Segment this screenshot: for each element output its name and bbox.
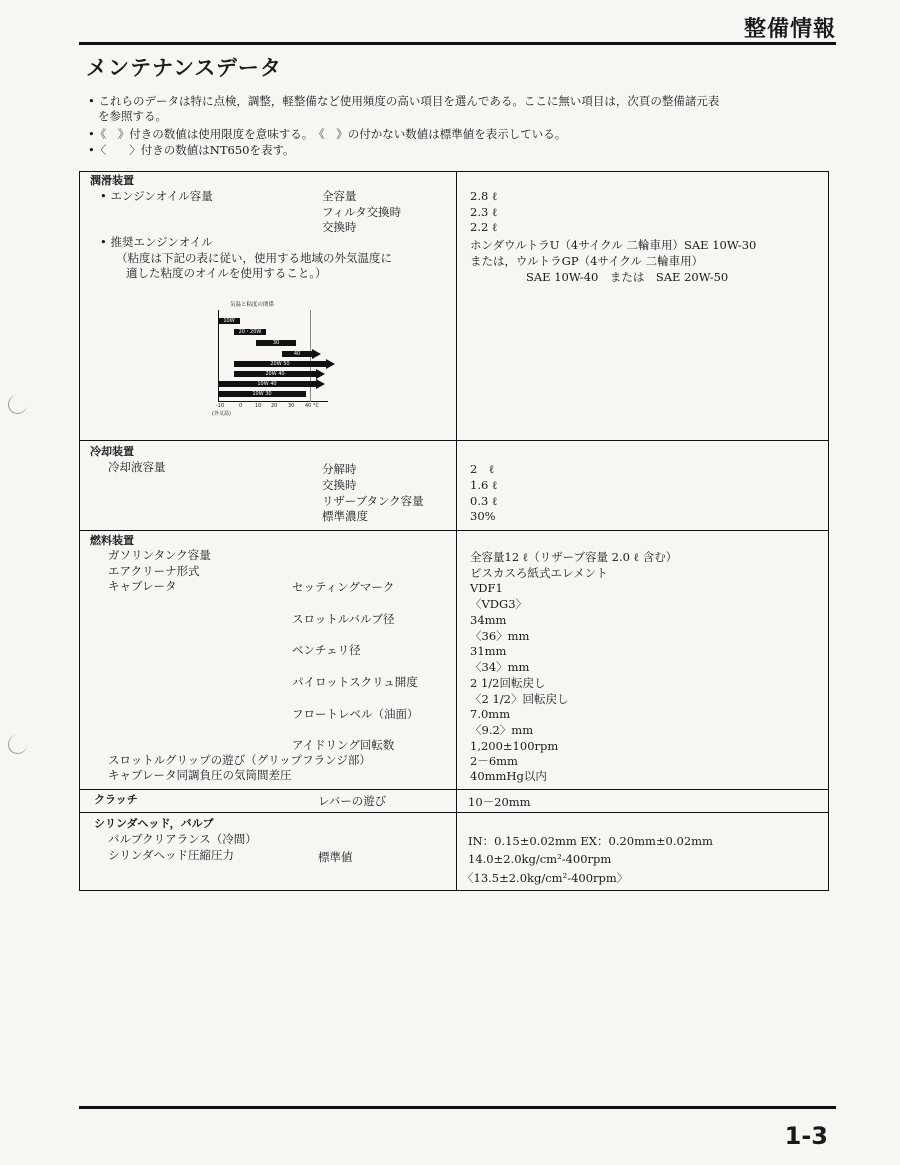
fuel-title: 燃料装置	[90, 534, 134, 547]
float-level-label: フロートレベル（油面）	[292, 707, 419, 721]
viscosity-bar: 10W 30	[218, 391, 306, 397]
venturi-value: 31mm	[470, 644, 507, 658]
coolant-reserve-value: 0.3 ℓ	[470, 494, 498, 508]
throttle-bore-value: 34mm	[470, 613, 507, 627]
chart-tick: 20	[271, 403, 278, 409]
oil-spec-1: ホンダウルトラU（4サイクル 二輪車用）SAE 10W-30	[470, 238, 757, 252]
chart-tick: -10	[216, 403, 225, 409]
oil-change-label: 交換時	[322, 220, 357, 234]
fuel-tank-label: ガソリンタンク容量	[108, 548, 211, 562]
setting-mark-nt-value: 〈VDG3〉	[470, 597, 528, 611]
oil-spec-2: または，ウルトラGP（4サイクル 二輪車用）	[470, 254, 704, 268]
row-divider	[79, 789, 829, 790]
venturi-label: ベンチェリ径	[292, 643, 361, 657]
valve-clearance-label: バルブクリアランス（冷間）	[108, 832, 257, 846]
float-level-value: 7.0mm	[470, 707, 511, 721]
arrow-icon	[316, 369, 325, 379]
column-divider	[456, 171, 457, 891]
recommended-oil-label: • 推奨エンジンオイル	[100, 235, 213, 249]
compression-value: 14.0±2.0kg/cm²-400rpm	[468, 852, 612, 866]
fuel-tank-value: 全容量12 ℓ（リザーブ容量 2.0 ℓ 含む）	[470, 550, 678, 564]
coolant-concentration-value: 30%	[470, 509, 496, 523]
pilot-screw-value: 2 1/2回転戻し	[470, 676, 546, 690]
throttle-bore-label: スロットルバルブ径	[292, 612, 395, 626]
punch-hole	[8, 395, 27, 414]
idle-label: アイドリング回転数	[292, 738, 395, 752]
oil-change-value: 2.2 ℓ	[470, 220, 498, 234]
chart-tick: 10	[255, 403, 262, 409]
section-title: 整備情報	[743, 17, 836, 42]
setting-mark-value: VDF1	[470, 581, 503, 595]
oil-capacity-label: • エンジンオイル容量	[100, 189, 213, 203]
oil-spec-3: SAE 10W-40 または SAE 20W-50	[526, 270, 729, 284]
lever-play-value: 10－20mm	[468, 795, 531, 809]
pilot-screw-label: パイロットスクリュ開度	[292, 675, 418, 689]
viscosity-bar: 10W	[218, 318, 240, 324]
row-divider	[79, 440, 829, 441]
punch-hole	[8, 735, 27, 754]
cooling-title: 冷却装置	[90, 445, 134, 458]
lubrication-title: 潤滑装置	[90, 174, 134, 187]
compression-label: シリンダヘッド圧縮圧力	[108, 848, 235, 862]
chart-axis-label: (外気温)	[212, 411, 231, 417]
oil-filter-label: フィルタ交換時	[322, 205, 402, 219]
note-2: •《 》付きの数値は使用限度を意味する。 《 》の付かない数値は標準値を表示している。	[88, 127, 567, 141]
arrow-icon	[326, 359, 335, 369]
coolant-overhaul-value: 2 ℓ	[470, 462, 495, 476]
idle-value: 1,200±100rpm	[470, 739, 559, 753]
chart-tick: 40 °C	[305, 403, 319, 409]
page-number: 1-3	[784, 1122, 828, 1150]
oil-total-label: 全容量	[322, 189, 357, 203]
arrow-icon	[316, 379, 325, 389]
grip-play-label: スロットルグリップの遊び（グリップフランジ部）	[108, 753, 371, 767]
coolant-concentration-label: 標準濃度	[322, 509, 368, 523]
viscosity-chart	[210, 300, 340, 422]
page-title: メンテナンスデータ	[86, 56, 282, 80]
compression-standard-label: 標準値	[318, 850, 353, 864]
note-1: • これらのデータは特に点検，調整，軽整備など使用頻度の高い項目を選んである。ここに無い項目は，次頁の整備諸元表	[88, 94, 720, 108]
viscosity-bar: 30	[256, 340, 296, 346]
lever-play-label: レバーの遊び	[318, 794, 387, 808]
vacuum-diff-value: 40mmHg以内	[470, 769, 547, 783]
compression-nt-value: 〈13.5±2.0kg/cm²-400rpm〉	[462, 871, 629, 885]
chart-axis-x	[218, 401, 328, 402]
vacuum-diff-label: キャブレータ同調負圧の気筒間差圧	[108, 768, 292, 782]
venturi-nt-value: 〈34〉mm	[470, 660, 530, 674]
viscosity-bar: 20W 50	[234, 361, 326, 367]
float-level-nt-value: 〈9.2〉mm	[470, 723, 534, 737]
coolant-reserve-label: リザーブタンク容量	[322, 494, 424, 508]
viscosity-bar: 40	[282, 351, 312, 357]
throttle-bore-nt-value: 〈36〉mm	[470, 629, 530, 643]
viscosity-bar: 20W 40	[234, 371, 316, 377]
recommended-oil-note: （粘度は下記の表に従い，使用する地域の外気温度に	[116, 251, 392, 265]
arrow-icon	[312, 349, 321, 359]
row-divider	[79, 812, 829, 813]
setting-mark-label: セッティングマーク	[292, 580, 395, 594]
cylinder-title: シリンダヘッド，バルブ	[94, 817, 214, 830]
viscosity-bar: 10W 40	[218, 381, 316, 387]
coolant-overhaul-label: 分解時	[322, 462, 357, 476]
pilot-screw-nt-value: 〈2 1/2〉回転戻し	[470, 692, 569, 706]
recommended-oil-note-cont: 適した粘度のオイルを使用すること。）	[126, 266, 327, 280]
valve-clearance-value: IN：0.15±0.02mm EX：0.20mm±0.02mm	[468, 834, 713, 848]
coolant-label: 冷却液容量	[108, 460, 166, 474]
note-3: •〈 〉付きの数値はNT650を表す。	[88, 143, 295, 157]
carburetor-label: キャブレータ	[108, 579, 177, 593]
air-cleaner-label: エアクリーナ形式	[108, 564, 200, 578]
chart-tick: 0	[239, 403, 243, 409]
chart-tick: 30	[288, 403, 295, 409]
clutch-title: クラッチ	[94, 793, 138, 806]
top-rule	[79, 42, 836, 45]
oil-filter-value: 2.3 ℓ	[470, 205, 498, 219]
note-1-cont: を参照する。	[98, 109, 167, 123]
air-cleaner-value: ビスカスろ紙式エレメント	[470, 566, 608, 580]
coolant-change-label: 交換時	[322, 478, 357, 492]
viscosity-bar: 20・20W	[234, 329, 266, 335]
row-divider	[79, 530, 829, 531]
bottom-rule	[79, 1106, 836, 1109]
oil-total-value: 2.8 ℓ	[470, 189, 498, 203]
viscosity-chart-title: 気温と粘度の関係	[230, 302, 275, 308]
coolant-change-value: 1.6 ℓ	[470, 478, 498, 492]
grip-play-value: 2－6mm	[470, 754, 518, 768]
